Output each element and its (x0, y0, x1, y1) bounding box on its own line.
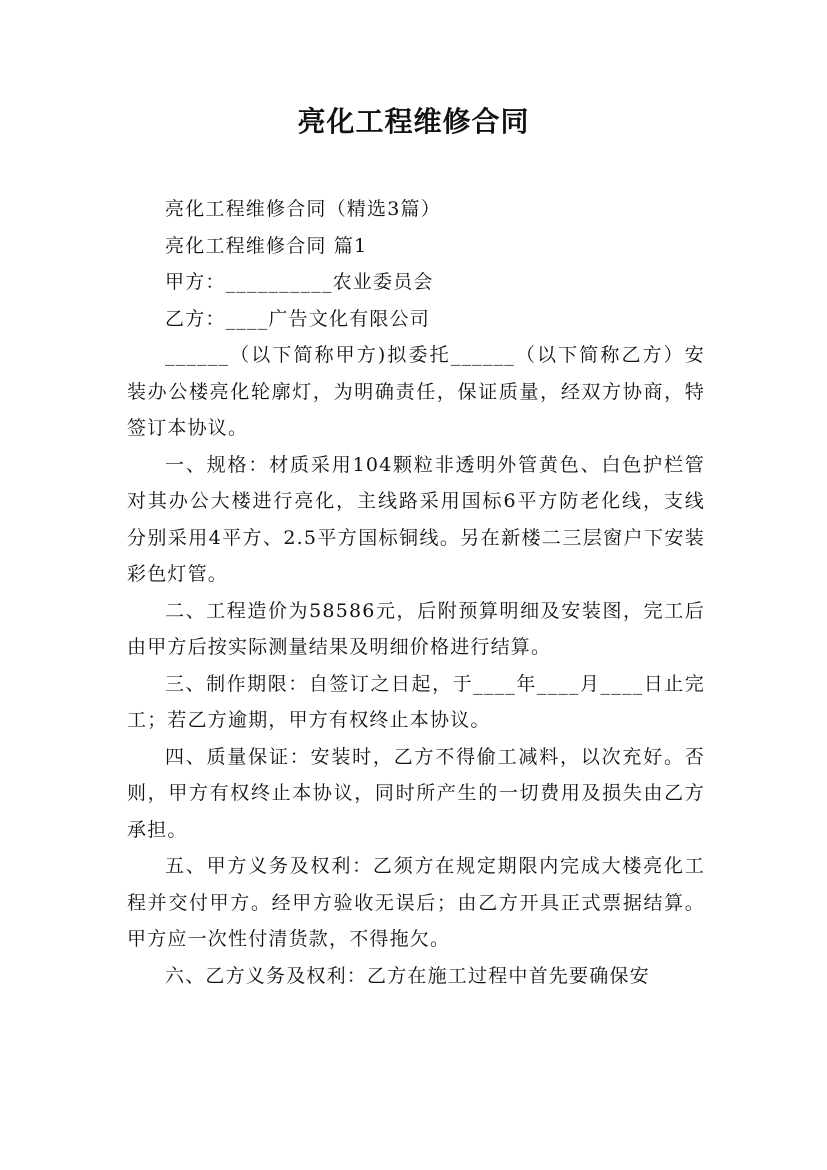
paragraph-deadline: 三、制作期限：自签订之日起，于____年____月____日止完工；若乙方逾期，甲方有权终止本协议。 (127, 672, 705, 731)
paragraph-spec: 一、规格：材质采用104颗粒非透明外管黄色、白色护栏管对其办公大楼进行亮化，主线路采用国标6平方防老化线，支线分别采用4平方、2.5平方国标铜线。另在新楼二三层窗户下安装彩色灯管。 (127, 453, 705, 585)
document-title: 亮化工程维修合同 (297, 105, 530, 138)
paragraph-party-b-duties: 六、乙方义务及权利：乙方在施工过程中首先要确保安 (165, 964, 650, 987)
paragraph-cost: 二、工程造价为58586元，后附预算明细及安装图，完工后由甲方后按实际测量结果及明细价格进行结算。 (127, 599, 705, 658)
paragraph-heading: 亮化工程维修合同（精选3篇） (165, 198, 441, 220)
paragraph-party-a-duties: 五、甲方义务及权利：乙须方在规定期限内完成大楼亮化工程并交付甲方。经甲方验收无误后；由乙方开具正式票据结算。甲方应一次性付清货款，不得拖欠。 (127, 855, 705, 950)
paragraph-quality: 四、质量保证：安装时，乙方不得偷工减料，以次充好。否则，甲方有权终止本协议，同时所产生的一切费用及损失由乙方承担。 (127, 745, 705, 841)
paragraph-section-title: 亮化工程维修合同 篇1 (165, 234, 368, 257)
paragraph-intro: ______（以下简称甲方)拟委托______（以下简称乙方）安装办公楼亮化轮廓灯，为明确责任，保证质量，经双方协商，特签订本协议。 (127, 344, 705, 439)
document-body (127, 191, 705, 994)
paragraph-party-a: 甲方：__________农业委员会 (165, 271, 434, 293)
paragraph-party-b: 乙方：____广告文化有限公司 (165, 307, 431, 330)
